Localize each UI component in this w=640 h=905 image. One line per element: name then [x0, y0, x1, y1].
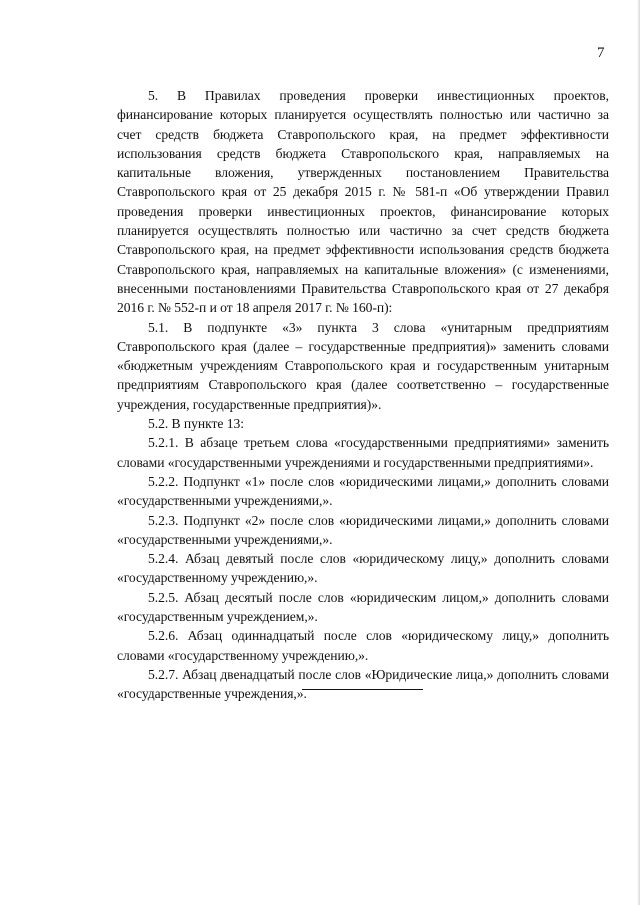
paragraph-5-2-4: 5.2.4. Абзац девятый после слов «юридическому лицу,» дополнить словами «государственному учреждению,». — [117, 551, 609, 586]
paragraph-5-2: 5.2. В пункте 13: — [148, 416, 244, 432]
paragraph-5-2-7: 5.2.7. Абзац двенадцатый после слов «Юридические лица,» дополнить словами «государственные учреждения,». — [117, 666, 609, 702]
paragraph-5-2-6: 5.2.6. Абзац одиннадцатый после слов «юридическому лицу,» дополнить словами «государственному учреждению,». — [117, 628, 609, 663]
closing-separator-line — [302, 689, 423, 690]
paragraph-5: 5. В Правилах проведения проверки инвестиционных проектов, финансирование которых планируется осуществлять полностью или частично за счет средств бюджета Ставропольского края, на предмет эффективности использования средств бюджета Ставропольского края, направляемых на капитальные вложения, утвержденных постановлением Правительства Ставропольского края от 25 декабря 2015 г. № 581-п «Об утверждении Правил проведения проверки инвестиционных проектов, финансирование которых планируется осуществлять полностью или частично за счет средств бюджета Ставропольского края, на предмет эффективности использования средств бюджета Ставропольского края, направляемых на капитальные вложения» (с изменениями, внесенными постановлениями Правительства Ставропольского края от 27 декабря 2016 г. № 552-п и от 18 апреля 2017 г. № 160-п): — [117, 88, 609, 316]
paragraph-5-2-1: 5.2.1. В абзаце третьем слова «государственными предприятиями» заменить словами «государственными учреждениями и государственными предприятиями». — [117, 435, 609, 470]
paragraph-5-2-5: 5.2.5. Абзац десятый после слов «юридическим лицом,» дополнить словами «государственным учреждением,». — [117, 589, 609, 625]
paragraph-5-2-2: 5.2.2. Подпункт «1» после слов «юридическими лицами,» дополнить словами «государственными учреждениями,». — [117, 473, 609, 509]
document-body — [117, 86, 609, 704]
paragraph-5-1: 5.1. В подпункте «3» пункта 3 слова «унитарным предприятиям Ставропольского края (далее – государственные предприятия)» заменить словами «бюджетным учреждениям Ставропольского края и государственным унитарным предприятиям Ставропольского края (далее соответственно – государственные учреждения, государственные предприятия)». — [117, 319, 609, 412]
page-number: 7 — [597, 45, 605, 61]
paragraph-5-2-3: 5.2.3. Подпункт «2» после слов «юридическими лицами,» дополнить словами «государственными учреждениями,». — [117, 512, 609, 547]
